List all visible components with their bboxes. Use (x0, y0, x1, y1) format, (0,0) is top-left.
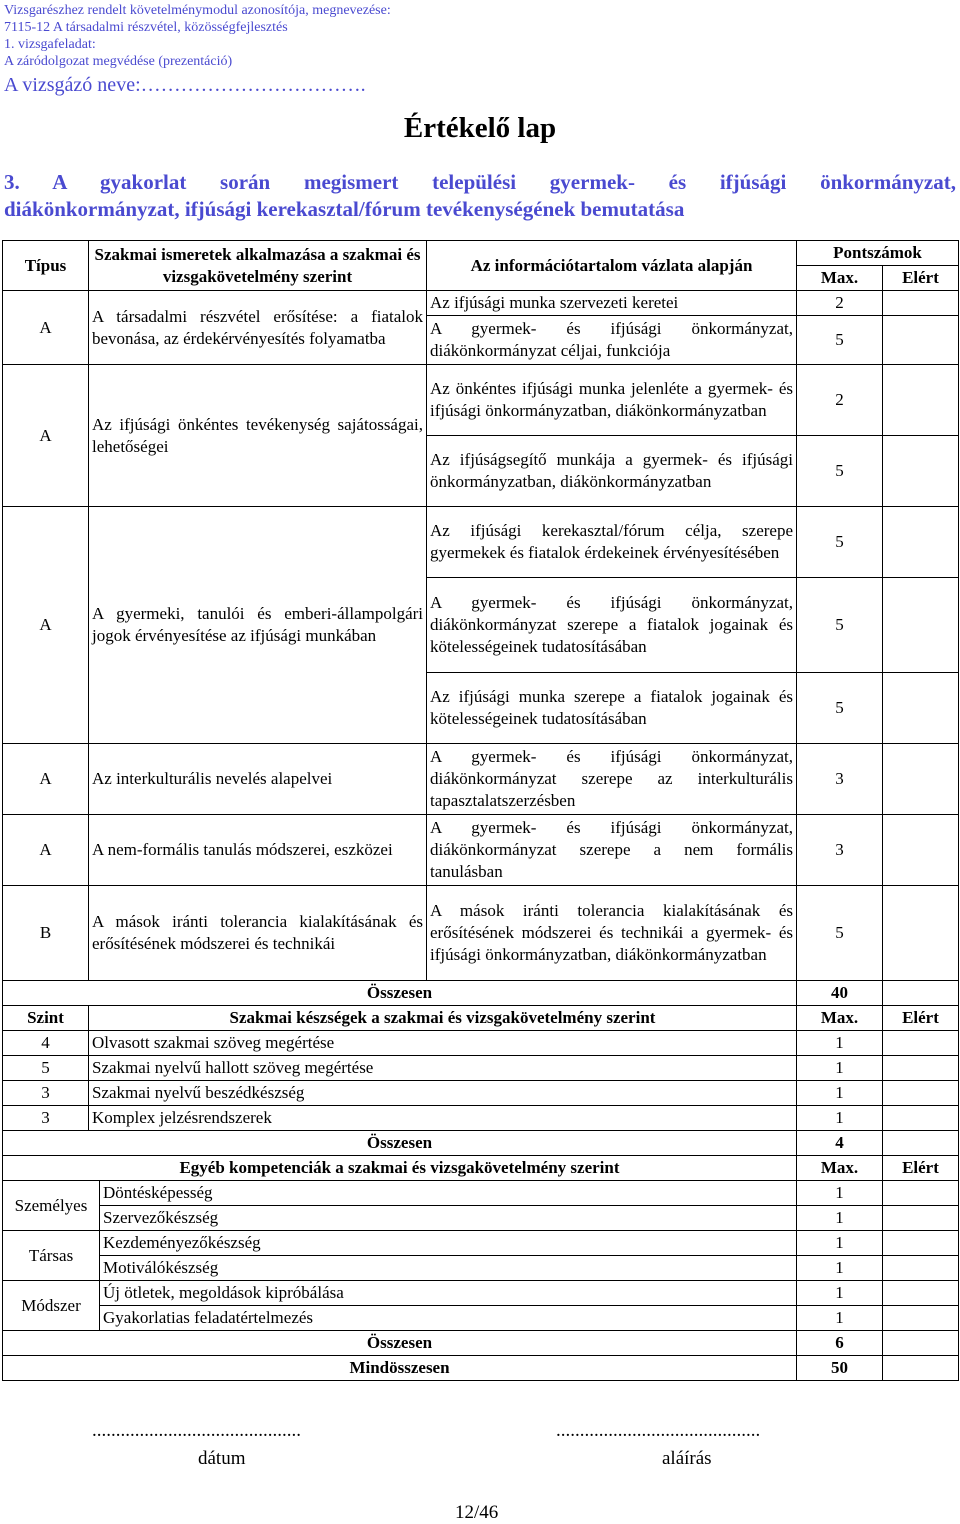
table-row (3, 1081, 959, 1106)
table-row (3, 1106, 959, 1131)
skill-cell: Olvasott szakmai szöveg megértése (89, 1031, 797, 1056)
skill-cell: Szakmai nyelvű beszédkészség (89, 1081, 797, 1106)
grand-total-max: 50 (797, 1356, 883, 1381)
column-header-achieved: Elért (883, 1006, 959, 1031)
table-row (3, 1131, 959, 1156)
achieved-points-cell (883, 365, 959, 436)
column-header-type: Típus (3, 241, 89, 291)
knowledge-cell: Az interkulturális nevelés alapelvei (89, 744, 427, 815)
table-row (3, 241, 959, 266)
column-header-max: Max. (797, 266, 883, 291)
column-header-max: Max. (797, 1156, 883, 1181)
achieved-points-cell (883, 1081, 959, 1106)
column-header-competency: Egyéb kompetenciák a szakmai és vizsgakövetelmény szerint (3, 1156, 797, 1181)
signature-label: aláírás (662, 1448, 712, 1469)
achieved-points-cell (883, 1106, 959, 1131)
knowledge-cell: A társadalmi részvétel erősítése: a fiatalok bevonása, az érdekérvényesítés folyamatba (89, 291, 427, 365)
category-cell: Módszer (3, 1281, 100, 1331)
achieved-points-cell (883, 578, 959, 673)
achieved-points-cell (883, 1281, 959, 1306)
grand-total-achieved (883, 1356, 959, 1381)
task-title-line-2: diákönkormányzat, ifjúsági kerekasztal/fórum tevékenységének bemutatása (4, 197, 685, 221)
max-points-cell: 5 (797, 436, 883, 507)
achieved-points-cell (883, 673, 959, 744)
table-row (3, 886, 959, 981)
max-points-cell: 1 (797, 1281, 883, 1306)
header-line-4: A záródolgozat megvédése (prezentáció) (4, 54, 233, 69)
date-label: dátum (198, 1448, 246, 1469)
achieved-points-cell (883, 291, 959, 316)
max-points-cell: 1 (797, 1106, 883, 1131)
max-points-cell: 5 (797, 316, 883, 365)
max-points-cell: 5 (797, 673, 883, 744)
max-points-cell: 1 (797, 1231, 883, 1256)
level-cell: 5 (3, 1056, 89, 1081)
max-points-cell: 1 (797, 1306, 883, 1331)
type-cell: B (3, 886, 89, 981)
table-row (3, 1331, 959, 1356)
table-row (3, 291, 959, 316)
total-label: Összesen (3, 981, 797, 1006)
page-title: Értékelő lap (403, 112, 557, 144)
skill-cell: Szakmai nyelvű hallott szöveg megértése (89, 1056, 797, 1081)
table-row (3, 1356, 959, 1381)
table-row (3, 1181, 959, 1206)
info-cell: Az ifjúsági kerekasztal/fórum célja, szerepe gyermekek és fiatalok érdekeinek érvényesítésében (427, 507, 797, 578)
knowledge-cell: A mások iránti tolerancia kialakításának és erősítésének módszerei és technikái (89, 886, 427, 981)
max-points-cell: 1 (797, 1256, 883, 1281)
header-line-2: 7115-12 A társadalmi részvétel, közösségfejlesztés (4, 20, 288, 35)
type-cell: A (3, 744, 89, 815)
column-header-info: Az információtartalom vázlata alapján (427, 241, 797, 291)
max-points-cell: 1 (797, 1206, 883, 1231)
competency-cell: Döntésképesség (100, 1181, 797, 1206)
max-points-cell: 3 (797, 744, 883, 815)
column-header-knowledge: Szakmai ismeretek alkalmazása a szakmai és vizsgakövetelmény szerint (89, 241, 427, 291)
competency-cell: Motiválókészség (100, 1256, 797, 1281)
table-row (3, 365, 959, 436)
competency-cell: Kezdeményezőkészség (100, 1231, 797, 1256)
total-achieved (883, 981, 959, 1006)
achieved-points-cell (883, 1206, 959, 1231)
table-row (3, 1281, 959, 1306)
total-achieved (883, 1331, 959, 1356)
knowledge-cell: A nem-formális tanulás módszerei, eszközei (89, 815, 427, 886)
module-header (4, 2, 391, 70)
table-row (3, 981, 959, 1006)
table-row (3, 1206, 959, 1231)
table-row (3, 1306, 959, 1331)
total-max: 6 (797, 1331, 883, 1356)
knowledge-cell: Az ifjúsági önkéntes tevékenység sajátosságai, lehetőségei (89, 365, 427, 507)
achieved-points-cell (883, 316, 959, 365)
max-points-cell: 1 (797, 1081, 883, 1106)
competency-cell: Szervezőkészség (100, 1206, 797, 1231)
total-label: Összesen (3, 1331, 797, 1356)
type-cell: A (3, 291, 89, 365)
max-points-cell: 3 (797, 815, 883, 886)
achieved-points-cell (883, 507, 959, 578)
achieved-points-cell (883, 1031, 959, 1056)
date-dots: ............................................ (92, 1420, 301, 1441)
column-header-achieved: Elért (883, 266, 959, 291)
table-row (3, 1056, 959, 1081)
table-row (3, 1031, 959, 1056)
info-cell: Az ifjúságsegítő munkája a gyermek- és ifjúsági önkormányzatban, diákönkormányzatban (427, 436, 797, 507)
table-row (3, 507, 959, 578)
evaluation-table (2, 240, 959, 1381)
achieved-points-cell (883, 815, 959, 886)
max-points-cell: 1 (797, 1031, 883, 1056)
info-cell: Az ifjúsági munka szerepe a fiatalok jogainak és kötelességeinek tudatosításában (427, 673, 797, 744)
total-max: 4 (797, 1131, 883, 1156)
total-max: 40 (797, 981, 883, 1006)
competency-cell: Új ötletek, megoldások kipróbálása (100, 1281, 797, 1306)
achieved-points-cell (883, 436, 959, 507)
header-line-3: 1. vizsgafeladat: (4, 37, 96, 52)
table-row (3, 744, 959, 815)
signature-dots: ........................................... (556, 1420, 761, 1441)
info-cell: A gyermek- és ifjúsági önkormányzat, diákönkormányzat szerepe a nem formális tanulásban (427, 815, 797, 886)
max-points-cell: 2 (797, 365, 883, 436)
total-achieved (883, 1131, 959, 1156)
knowledge-cell: A gyermeki, tanulói és emberi-állampolgári jogok érvényesítése az ifjúsági munkában (89, 507, 427, 744)
max-points-cell: 5 (797, 578, 883, 673)
grand-total-label: Mindösszesen (3, 1356, 797, 1381)
column-header-skill: Szakmai készségek a szakmai és vizsgakövetelmény szerint (89, 1006, 797, 1031)
table-row (3, 1006, 959, 1031)
info-cell: Az ifjúsági munka szervezeti keretei (427, 291, 797, 316)
column-header-level: Szint (3, 1006, 89, 1031)
type-cell: A (3, 507, 89, 744)
header-line-1: Vizsgarészhez rendelt követelménymodul azonosítója, megnevezése: (4, 3, 391, 18)
type-cell: A (3, 365, 89, 507)
achieved-points-cell (883, 1256, 959, 1281)
info-cell: A mások iránti tolerancia kialakításának és erősítésének módszerei és technikái a gyermek- és ifjúsági önkormányzatban, diákönkormányzatban (427, 886, 797, 981)
level-cell: 3 (3, 1081, 89, 1106)
table-row (3, 815, 959, 886)
achieved-points-cell (883, 1231, 959, 1256)
category-cell: Személyes (3, 1181, 100, 1231)
max-points-cell: 5 (797, 507, 883, 578)
achieved-points-cell (883, 744, 959, 815)
candidate-name-line: A vizsgázó neve:……………………………. (4, 74, 366, 96)
info-cell: A gyermek- és ifjúsági önkormányzat, diákönkormányzat szerepe a fiatalok jogainak és kötelességeinek tudatosításában (427, 578, 797, 673)
competency-cell: Gyakorlatias feladatértelmezés (100, 1306, 797, 1331)
page-number: 12/46 (455, 1502, 499, 1523)
column-header-achieved: Elért (883, 1156, 959, 1181)
total-label: Összesen (3, 1131, 797, 1156)
info-cell: A gyermek- és ifjúsági önkormányzat, diákönkormányzat céljai, funkciója (427, 316, 797, 365)
skill-cell: Komplex jelzésrendszerek (89, 1106, 797, 1131)
column-header-points: Pontszámok (797, 241, 959, 266)
max-points-cell: 2 (797, 291, 883, 316)
table-row (3, 1231, 959, 1256)
level-cell: 3 (3, 1106, 89, 1131)
column-header-max: Max. (797, 1006, 883, 1031)
max-points-cell: 5 (797, 886, 883, 981)
table-row (3, 1256, 959, 1281)
info-cell: A gyermek- és ifjúsági önkormányzat, diákönkormányzat szerepe az interkulturális tapasztalatszerzésben (427, 744, 797, 815)
max-points-cell: 1 (797, 1181, 883, 1206)
table-row (3, 1156, 959, 1181)
max-points-cell: 1 (797, 1056, 883, 1081)
achieved-points-cell (883, 1056, 959, 1081)
achieved-points-cell (883, 886, 959, 981)
category-cell: Társas (3, 1231, 100, 1281)
achieved-points-cell (883, 1181, 959, 1206)
info-cell: Az önkéntes ifjúsági munka jelenléte a gyermek- és ifjúsági önkormányzatban, diákönkormányzatban (427, 365, 797, 436)
achieved-points-cell (883, 1306, 959, 1331)
type-cell: A (3, 815, 89, 886)
task-title-line-1: 3. A gyakorlat során megismert települési gyermek- és ifjúsági önkormányzat, (4, 170, 956, 194)
level-cell: 4 (3, 1031, 89, 1056)
